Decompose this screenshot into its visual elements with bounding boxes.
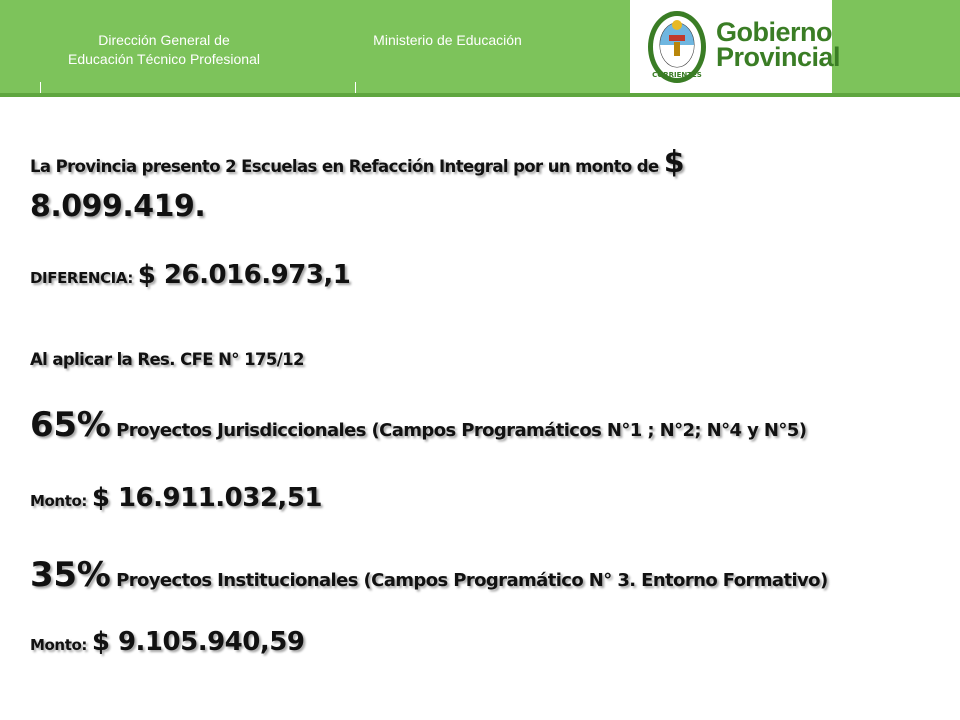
header-ministerio: Ministerio de Educación <box>373 32 522 48</box>
refaccion-currency: $ <box>663 145 685 180</box>
institucionales-text: Proyectos Institucionales (Campos Programático N° 3. Entorno Formativo) <box>110 570 828 591</box>
resolucion-text: Al aplicar la Res. CFE N° 175/12 <box>30 350 304 369</box>
diferencia-value: $ 26.016.973,1 <box>137 260 351 290</box>
refaccion-text: La Provincia presento 2 Escuelas en Refacción Integral por un monto de <box>30 157 664 176</box>
monto-jurisdiccional-line <box>30 483 322 513</box>
jurisdiccionales-percent: 65% <box>30 405 111 445</box>
corrientes-seal-icon <box>646 9 708 85</box>
gobierno-provincial-logo <box>716 17 841 72</box>
monto-institucional-line <box>30 627 304 657</box>
monto-label: Monto: <box>30 492 92 510</box>
header-direccion-line2: Educación Técnico Profesional <box>68 51 260 67</box>
refaccion-amount-value: 8.099.419. <box>30 189 206 224</box>
refaccion-statement <box>30 145 684 180</box>
monto-jurisdiccional-value: $ 16.911.032,51 <box>91 483 322 513</box>
jurisdiccionales-line <box>30 405 806 445</box>
jurisdiccionales-text: Proyectos Jurisdiccionales (Campos Programáticos N°1 ; N°2; N°4 y N°5) <box>110 420 807 441</box>
diferencia-line <box>30 260 350 290</box>
refaccion-amount <box>30 189 205 224</box>
seal-text: CORRIENTES <box>652 71 702 79</box>
institucionales-percent: 35% <box>30 555 111 595</box>
header-direccion <box>30 31 298 69</box>
diferencia-label: DIFERENCIA: <box>30 269 138 287</box>
resolucion-line <box>30 350 304 369</box>
institucionales-line <box>30 555 828 595</box>
header-bar <box>0 0 960 93</box>
logo-line2: Provincial <box>716 42 841 72</box>
monto-label: Monto: <box>30 636 92 654</box>
header-direccion-line1: Dirección General de <box>98 32 230 48</box>
monto-institucional-value: $ 9.105.940,59 <box>91 627 305 657</box>
logo-line1: Gobierno <box>716 17 832 47</box>
header-rule <box>0 93 960 97</box>
